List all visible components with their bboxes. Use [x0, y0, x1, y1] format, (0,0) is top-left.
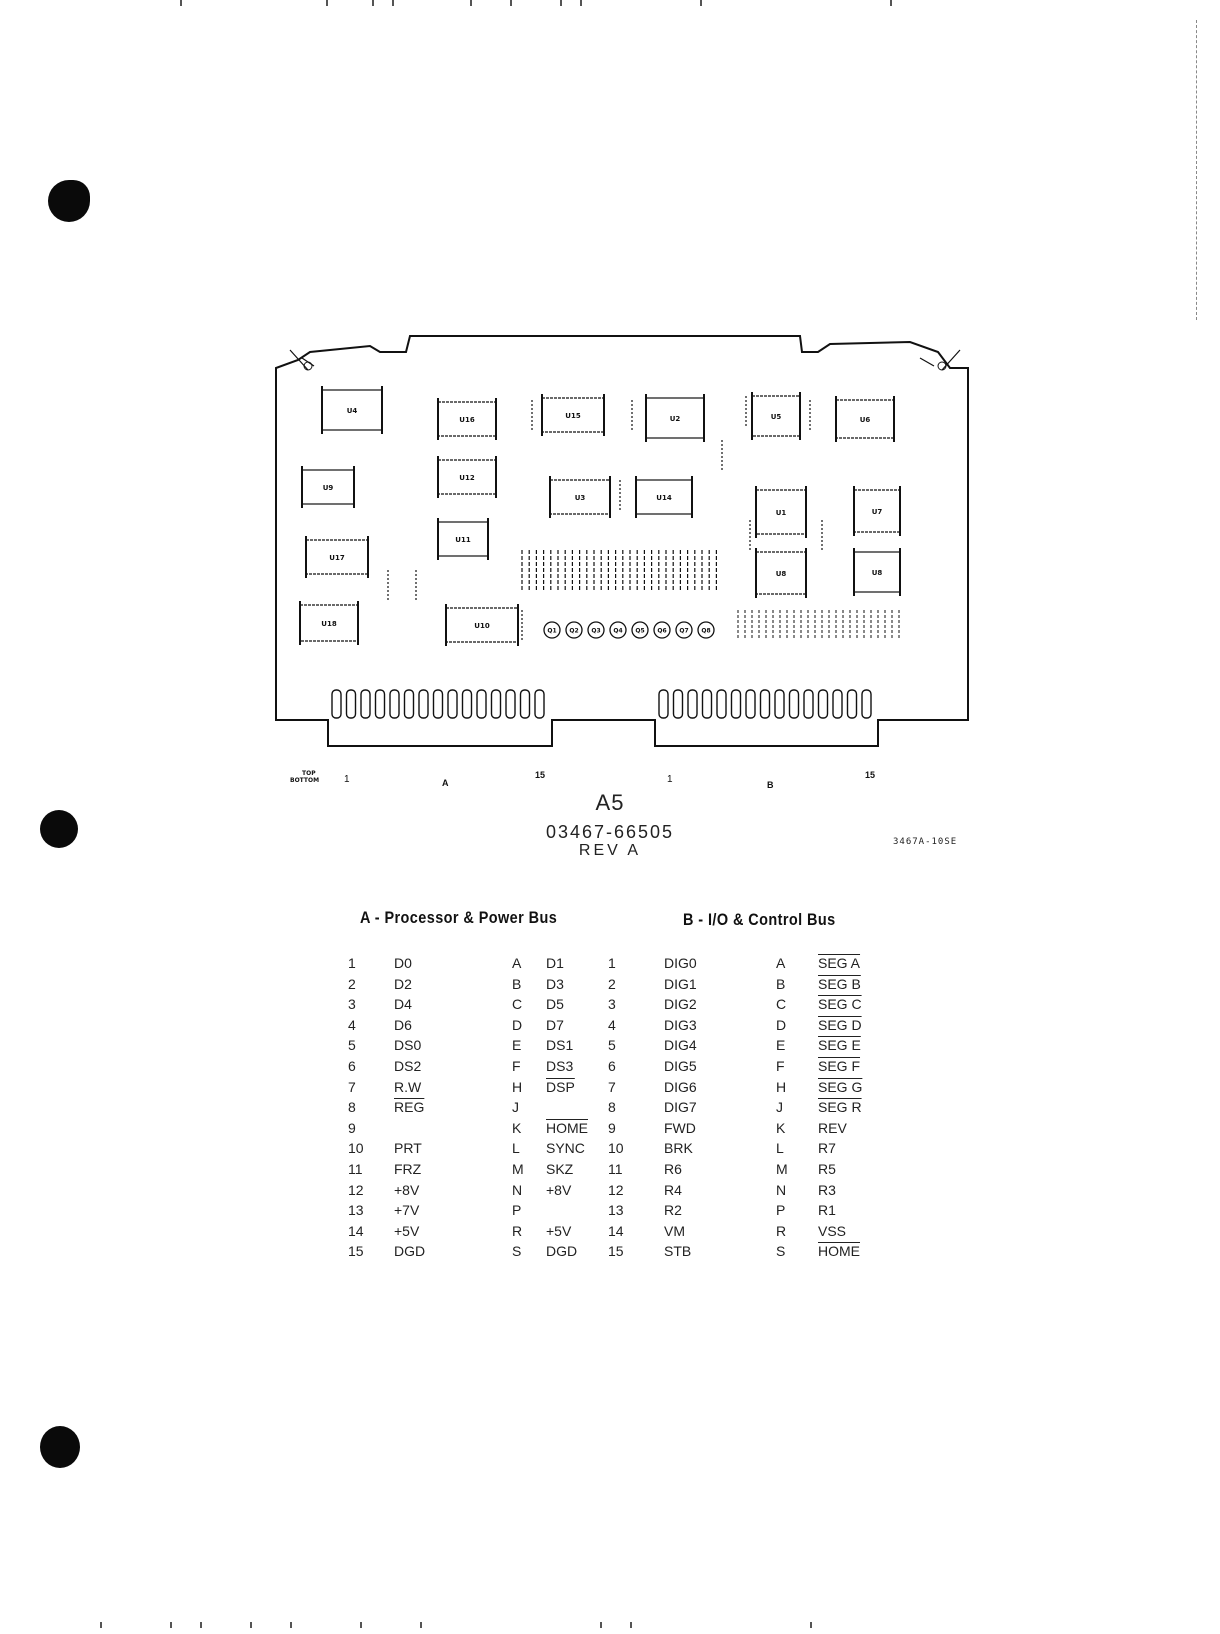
pin-row: [608, 1140, 898, 1161]
connector-label-b-right: 15: [865, 770, 876, 780]
signal-name: DS2: [394, 1057, 422, 1074]
pin-number: 11: [348, 1160, 363, 1177]
connector-finger-b: [761, 690, 770, 718]
pin-letter: E: [776, 1037, 786, 1054]
pin-letter: K: [512, 1119, 522, 1136]
board-corner-left: [290, 350, 314, 370]
connector-finger-b: [659, 690, 668, 718]
connector-finger-b: [804, 690, 813, 718]
connector-finger-a: [376, 690, 385, 718]
pin-number: 8: [348, 1099, 356, 1116]
pin-letter: N: [776, 1181, 787, 1198]
pin-row: [340, 1202, 610, 1223]
signal-name: +5V: [546, 1222, 572, 1239]
pin-number: 15: [348, 1243, 364, 1260]
signal-name: DIG5: [664, 1057, 697, 1074]
pin-number: 7: [348, 1078, 356, 1095]
pin-letter: F: [776, 1057, 785, 1074]
signal-name: VSS: [818, 1222, 847, 1239]
pin-number: 5: [608, 1037, 616, 1054]
signal-name: +7V: [394, 1202, 420, 1219]
pin-number: 2: [608, 975, 616, 992]
transistor-label: Q3: [591, 627, 601, 635]
scan-right-edge-marks: [1196, 20, 1201, 320]
signal-name: REV: [818, 1119, 847, 1136]
signal-name: DIG1: [664, 975, 697, 992]
connector-finger-b: [746, 690, 755, 718]
signal-name: R5: [818, 1160, 836, 1177]
part-number: 03467-66505: [545, 822, 675, 842]
chip-label: U16: [459, 416, 475, 424]
signal-name: D6: [394, 1016, 412, 1033]
connector-finger-b: [674, 690, 683, 718]
chip-label: U14: [656, 494, 672, 502]
pin-letter: L: [512, 1140, 520, 1157]
bus-a-pin-table: [340, 955, 610, 1264]
pin-number: 13: [348, 1202, 364, 1219]
pin-row: [608, 1037, 898, 1058]
signal-name: D7: [546, 1016, 564, 1033]
connector-finger-b: [703, 690, 712, 718]
pin-letter: B: [776, 975, 786, 992]
signal-name: R3: [818, 1181, 836, 1198]
chip-label: U8: [775, 570, 787, 578]
signal-name: D3: [546, 975, 564, 992]
resistor-array: [522, 550, 899, 640]
connector-finger-a: [347, 690, 356, 718]
signal-name: D1: [546, 955, 564, 971]
pin-letter: P: [776, 1202, 786, 1219]
pin-number: 8: [608, 1099, 616, 1116]
signal-name: SYNC: [546, 1140, 585, 1157]
signal-name: SEG B: [818, 975, 861, 992]
pin-letter: D: [776, 1016, 787, 1033]
pin-letter: J: [512, 1099, 519, 1116]
pin-number: 15: [608, 1243, 624, 1260]
signal-name: DIG0: [664, 955, 697, 971]
pin-row: [340, 1182, 610, 1203]
signal-name: D0: [394, 955, 412, 971]
pin-row: [340, 996, 610, 1017]
pin-row: [340, 1017, 610, 1038]
pin-letter: R: [512, 1222, 523, 1239]
signal-name: SEG C: [818, 996, 862, 1013]
side-label-bottom: BOTTOM: [290, 777, 320, 784]
chip-label: U7: [871, 508, 883, 516]
chip-label: U1: [775, 509, 787, 517]
chip-label: U10: [474, 622, 490, 630]
signal-name: VM: [664, 1222, 685, 1239]
scan-bottom-edge-marks: [0, 1622, 1220, 1632]
pin-number: 14: [348, 1222, 364, 1239]
pin-number: 14: [608, 1222, 624, 1239]
connector-label-b-left: 1: [667, 774, 673, 785]
pin-row: [608, 1223, 898, 1244]
connector-finger-b: [848, 690, 857, 718]
pin-number: 6: [608, 1057, 616, 1074]
chip-label: U9: [322, 484, 334, 492]
assembly-label: A5: [595, 790, 625, 815]
connector-finger-a: [463, 690, 472, 718]
signal-name: SEG D: [818, 1016, 862, 1033]
pin-number: 2: [348, 975, 356, 992]
side-label-top: TOP: [302, 770, 316, 777]
signal-name: R2: [664, 1202, 682, 1219]
connector-finger-a: [390, 690, 399, 718]
pin-number: 13: [608, 1202, 624, 1219]
pin-row: [608, 1017, 898, 1038]
connector-label-b: B: [767, 780, 774, 790]
connector-finger-b: [717, 690, 726, 718]
transistor-label: Q8: [701, 627, 711, 635]
transistor-label: Q1: [547, 627, 557, 635]
pin-row: [608, 1058, 898, 1079]
pc-board-diagram: [270, 340, 970, 770]
pin-row: [608, 1161, 898, 1182]
pin-row: [340, 1161, 610, 1182]
pin-row: [340, 976, 610, 997]
connector-finger-a: [434, 690, 443, 718]
signal-name: +5V: [394, 1222, 420, 1239]
transistor-label: Q7: [679, 627, 689, 635]
pc-board-outline: [270, 340, 970, 770]
chip-label: U17: [329, 554, 345, 562]
pin-letter: S: [776, 1243, 786, 1260]
pin-row: [340, 1099, 610, 1120]
chip-label: U2: [669, 415, 681, 423]
connector-finger-b: [790, 690, 799, 718]
pin-row: [340, 1037, 610, 1058]
signal-name: DIG3: [664, 1016, 697, 1033]
signal-name: D4: [394, 996, 412, 1013]
pin-letter: B: [512, 975, 522, 992]
connector-finger-a: [477, 690, 486, 718]
signal-name: SEG R: [818, 1099, 862, 1116]
signal-name: +8V: [546, 1181, 572, 1198]
pin-number: 9: [608, 1119, 616, 1136]
pin-letter: N: [512, 1181, 523, 1198]
signal-name: R7: [818, 1140, 836, 1157]
pin-letter: K: [776, 1119, 786, 1136]
pin-letter: P: [512, 1202, 522, 1219]
binder-hole-bottom: [40, 1426, 80, 1468]
pin-letter: R: [776, 1222, 787, 1239]
signal-name: PRT: [394, 1140, 422, 1157]
pin-row: [608, 1202, 898, 1223]
pin-number: 3: [348, 996, 356, 1013]
pin-number: 7: [608, 1078, 616, 1095]
pin-row: [608, 1243, 898, 1264]
pin-row: [340, 955, 610, 976]
signal-name: SEG A: [818, 955, 861, 971]
pin-number: 12: [348, 1181, 364, 1198]
signal-name: DIG6: [664, 1078, 697, 1095]
pin-row: [608, 976, 898, 997]
bus-b-title: B - I/O & Control Bus: [683, 910, 836, 929]
signal-name: D2: [394, 975, 412, 992]
pin-row: [608, 1120, 898, 1141]
signal-name: $\overline{REG}$: [394, 1099, 425, 1116]
connector-finger-b: [862, 690, 871, 718]
connector-finger-a: [448, 690, 457, 718]
signal-name: HOME: [818, 1243, 860, 1260]
pin-number: 3: [608, 996, 616, 1013]
transistor-label: Q6: [657, 627, 667, 635]
binder-hole-top: [48, 180, 90, 222]
chip-label: U15: [565, 412, 581, 420]
transistor-row: [544, 622, 714, 638]
pin-letter: A: [512, 955, 522, 971]
signal-name: FRZ: [394, 1160, 422, 1177]
signal-name: DS0: [394, 1037, 422, 1054]
signal-name: DGD: [394, 1243, 426, 1260]
scan-top-edge-marks: [0, 0, 1220, 10]
pin-row: [340, 1243, 610, 1264]
pin-number: 12: [608, 1181, 624, 1198]
pin-row: [340, 1140, 610, 1161]
chip-label: U3: [574, 494, 586, 502]
connector-fingers: [332, 690, 871, 718]
chip-label: U11: [455, 536, 471, 544]
pin-row: [608, 1182, 898, 1203]
signal-name: SEG E: [818, 1037, 861, 1054]
chip-label: U4: [346, 407, 358, 415]
signal-name: DIG7: [664, 1099, 697, 1116]
signal-name: DGD: [546, 1243, 578, 1260]
connector-finger-a: [492, 690, 501, 718]
connector-finger-b: [775, 690, 784, 718]
pin-number: 4: [348, 1016, 356, 1033]
signal-name: SKZ: [546, 1160, 574, 1177]
board-outline-path: [276, 336, 968, 746]
pin-letter: L: [776, 1140, 784, 1157]
pin-letter: J: [776, 1099, 783, 1116]
pin-number: 11: [608, 1160, 623, 1177]
connector-label-a-right: 15: [535, 770, 546, 780]
signal-name: R6: [664, 1160, 682, 1177]
pin-letter: C: [776, 996, 787, 1013]
signal-name: BRK: [664, 1140, 693, 1157]
signal-name: R1: [818, 1202, 836, 1219]
pin-number: 1: [608, 955, 616, 971]
signal-name: SEG F: [818, 1057, 861, 1074]
bus-b-pin-table: [608, 955, 898, 1264]
revision-label: REV A: [578, 842, 642, 859]
signal-name: DS1: [546, 1037, 574, 1054]
pin-letter: F: [512, 1057, 521, 1074]
pin-number: 10: [348, 1140, 364, 1157]
signal-name: R4: [664, 1181, 682, 1198]
pin-letter: M: [776, 1160, 788, 1177]
connector-finger-a: [521, 690, 530, 718]
signal-name: DIG2: [664, 996, 697, 1013]
signal-name: STB: [664, 1243, 692, 1260]
signal-name: D5: [546, 996, 564, 1013]
signal-name: FWD: [664, 1119, 696, 1136]
pin-letter: C: [512, 996, 523, 1013]
pin-letter: S: [512, 1243, 522, 1260]
transistor-label: Q5: [635, 627, 645, 635]
connector-finger-b: [688, 690, 697, 718]
pin-letter: H: [512, 1078, 523, 1095]
pin-row: [340, 1079, 610, 1100]
connector-label-a: A: [442, 778, 449, 788]
pin-letter: D: [512, 1016, 523, 1033]
pin-letter: E: [512, 1037, 522, 1054]
chip-label: U8: [871, 569, 883, 577]
pin-number: 9: [348, 1119, 356, 1136]
signal-name: DIG4: [664, 1037, 697, 1054]
pin-number: 1: [348, 955, 356, 971]
pin-row: [340, 1223, 610, 1244]
connector-finger-a: [535, 690, 544, 718]
pin-row: [340, 1058, 610, 1079]
figure-code: 3467A-10SE: [893, 837, 958, 847]
signal-name: DS3: [546, 1057, 574, 1074]
pin-row: [608, 996, 898, 1017]
connector-finger-a: [405, 690, 414, 718]
pin-row: [608, 1099, 898, 1120]
chip-label: U12: [459, 474, 475, 482]
pin-number: 10: [608, 1140, 624, 1157]
chip-label: U5: [770, 413, 782, 421]
signal-name: $\overline{DSP}$: [546, 1078, 575, 1095]
pin-number: 5: [348, 1037, 356, 1054]
connector-finger-b: [732, 690, 741, 718]
signal-name: SEG G: [818, 1078, 863, 1095]
pin-row: [340, 1120, 610, 1141]
bus-a-title: A - Processor & Power Bus: [360, 908, 558, 927]
pin-row: [608, 1079, 898, 1100]
transistor-label: Q4: [613, 627, 623, 635]
pin-number: 6: [348, 1057, 356, 1074]
connector-finger-b: [833, 690, 842, 718]
connector-finger-a: [506, 690, 515, 718]
connector-label-a-left: 1: [344, 774, 350, 785]
pin-letter: H: [776, 1078, 787, 1095]
pin-letter: M: [512, 1160, 524, 1177]
chip-label: U18: [321, 620, 337, 628]
signal-name: +8V: [394, 1181, 420, 1198]
signal-name: R.W: [394, 1078, 422, 1095]
connector-finger-a: [361, 690, 370, 718]
connector-finger-a: [419, 690, 428, 718]
connector-finger-b: [819, 690, 828, 718]
transistor-label: Q2: [569, 627, 579, 635]
pin-letter: A: [776, 955, 786, 971]
connector-finger-a: [332, 690, 341, 718]
pin-row: [608, 955, 898, 976]
pin-number: 4: [608, 1016, 616, 1033]
chip-label: U6: [859, 416, 871, 424]
signal-name: HOME: [546, 1119, 588, 1136]
